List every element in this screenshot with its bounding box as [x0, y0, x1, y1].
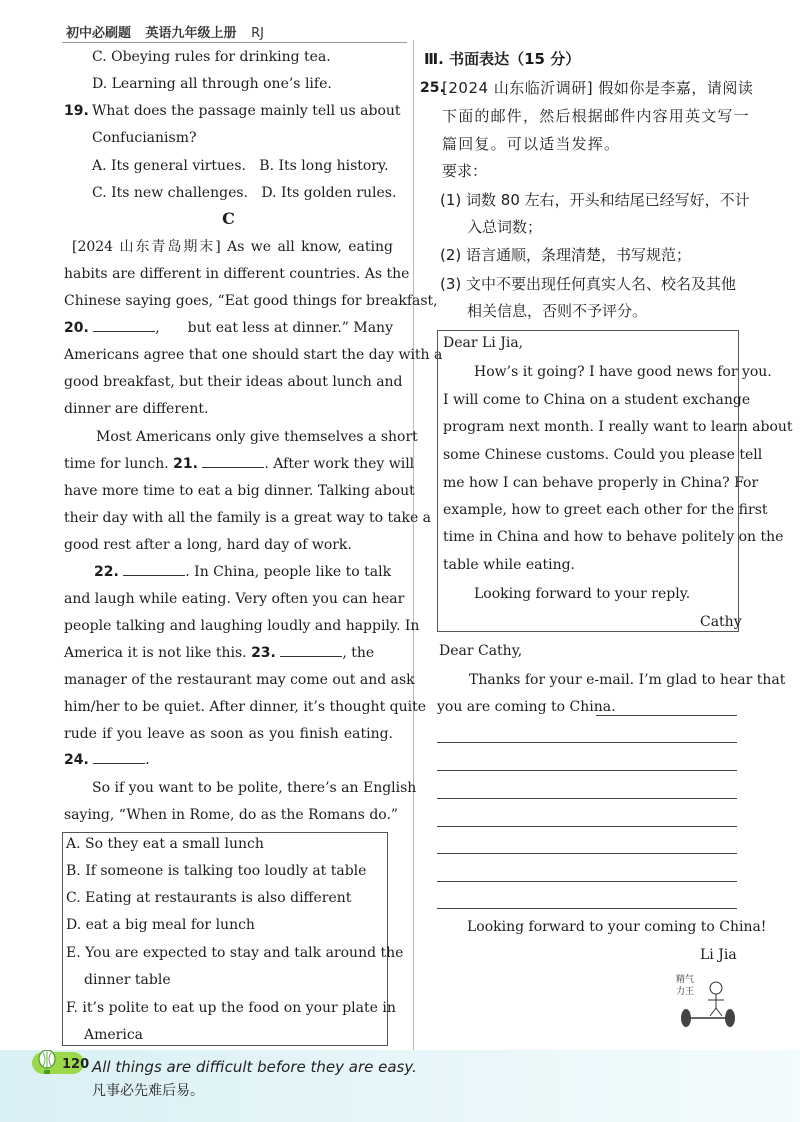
requirement-3-line1: (3) 文中不要出现任何真实人名、校名及其他: [440, 275, 737, 293]
option-b: B. If someone is talking too loudly at table: [66, 863, 367, 879]
subject-title: 英语九年级上册: [145, 26, 237, 41]
q19-number: 19.: [64, 103, 89, 119]
q19-options-cd: C. Its new challenges. D. Its golden rules.: [92, 185, 397, 201]
blank-20-number: 20.: [64, 320, 89, 336]
blank-23-number: 23.: [251, 645, 276, 661]
c-para2-line4: their day with all the family is a great way to take a: [64, 510, 432, 526]
blank-23[interactable]: [280, 644, 342, 657]
option-f-line1: F. it’s polite to eat up the food on your plate in: [66, 1000, 396, 1016]
header-rule: [62, 42, 407, 43]
writing-section-title: Ⅲ. 书面表达（15 分）: [424, 50, 581, 68]
c-para1-line6: good breakfast, but their ideas about lunch and: [64, 374, 403, 390]
q19-options-ab: A. Its general virtues. B. Its long history.: [92, 158, 389, 174]
book-title: 初中必刷题: [66, 26, 132, 41]
q18-option-d: D. Learning all through one’s life.: [92, 76, 332, 92]
email-line6: example, how to greet each other for the first: [443, 502, 768, 518]
c-para3-line4: America it is not like this. 23. , the: [64, 645, 375, 661]
c-para1-line4: 20. , but eat less at dinner.” Many: [64, 320, 393, 336]
blank-24[interactable]: [93, 751, 145, 764]
email-line8: table while eating.: [443, 557, 576, 573]
requirement-1-line1: (1) 词数 80 左右，开头和结尾已经写好，不计: [440, 191, 750, 209]
reply-line2: you are coming to China.: [437, 699, 616, 715]
reply-line1: Thanks for your e-mail. I’m glad to hear that: [469, 672, 786, 688]
footer-motto: All things are difficult before they are easy.: [92, 1058, 417, 1076]
requirement-1-line2: 入总词数；: [467, 218, 543, 236]
q18-option-c: C. Obeying rules for drinking tea.: [92, 49, 331, 65]
writing-line-2[interactable]: [437, 742, 737, 743]
c-para3-line5: manager of the restaurant may come out and ask: [64, 672, 415, 688]
q25-prompt-line1: [2024 山东临沂调研] 假如你是李嘉，请阅读: [442, 79, 754, 97]
option-c: C. Eating at restaurants is also different: [66, 890, 352, 906]
c-para1-line2: habits are different in different countries. As the: [64, 266, 410, 282]
c-para4-line1: So if you want to be polite, there’s an English: [92, 780, 417, 796]
blank-24-number: 24.: [64, 752, 89, 768]
c-para2-line3: have more time to eat a big dinner. Talking about: [64, 483, 415, 499]
email-line4: some Chinese customs. Could you please tell: [443, 447, 763, 463]
edition-tag: RJ: [251, 26, 264, 41]
writing-line-7[interactable]: [437, 881, 737, 882]
q25-prompt-line3: 篇回复。可以适当发挥。: [442, 135, 621, 153]
email-line5: me how I can behave properly in China? For: [443, 475, 759, 491]
reply-signature: Li Jia: [700, 947, 737, 963]
c-para1-line3: Chinese saying goes, “Eat good things for breakfast,: [64, 293, 438, 309]
requirement-3-line2: 相关信息，否则不予评分。: [467, 302, 648, 320]
blank-20[interactable]: [93, 319, 155, 332]
c-para4-line2: saying, “When in Rome, do as the Romans do.”: [64, 807, 399, 823]
c-para1-line1: [2024 山东青岛期末] As we all know, eating: [72, 239, 393, 255]
column-divider: [413, 40, 414, 1050]
blank-22[interactable]: [123, 563, 185, 576]
writing-line-5[interactable]: [437, 826, 737, 827]
email-signature: Cathy: [700, 614, 742, 630]
requirements-title: 要求：: [442, 162, 488, 180]
email-line2: I will come to China on a student exchange: [443, 392, 751, 408]
writing-line-3[interactable]: [437, 770, 737, 771]
blank-22-number: 22.: [94, 564, 119, 580]
c-para2-line1: Most Americans only give themselves a short: [96, 429, 418, 445]
writing-line-1[interactable]: [596, 715, 737, 716]
svg-text:力王: 力王: [676, 987, 695, 997]
requirement-2: (2) 语言通顺，条理清楚，书写规范；: [440, 246, 692, 264]
q25-prompt-line2: 下面的邮件，然后根据邮件内容用英文写一: [442, 107, 750, 125]
page-number: 120: [62, 1057, 90, 1072]
email-line1: How’s it going? I have good news for you.: [474, 364, 772, 380]
option-e-line1: E. You are expected to stay and talk around the: [66, 945, 404, 961]
email-line3: program next month. I really want to learn about: [443, 419, 793, 435]
c-para3-line7: rude if you leave as soon as you finish eating.: [64, 726, 393, 742]
c-para3-line1: 22. . In China, people like to talk: [94, 564, 392, 580]
c-para3-line8: 24. .: [64, 752, 150, 768]
writing-line-8[interactable]: [437, 908, 737, 909]
q25-number: 25.: [420, 80, 445, 96]
blank-21-number: 21.: [173, 456, 198, 472]
c-para2-line2: time for lunch. 21. . After work they will: [64, 456, 415, 472]
cartoon-caption: 精气: [676, 975, 695, 985]
option-f-line2: America: [84, 1027, 144, 1043]
balloon-icon: [36, 1050, 58, 1076]
reply-greeting: Dear Cathy,: [439, 643, 523, 659]
writing-line-4[interactable]: [437, 798, 737, 799]
c-para2-line5: good rest after a long, hard day of work.: [64, 537, 352, 553]
weightlifter-cartoon-icon: [672, 970, 742, 1030]
section-c-heading: C: [222, 209, 235, 228]
writing-line-6[interactable]: [437, 853, 737, 854]
option-e-line2: dinner table: [84, 972, 171, 988]
c-para3-line6: him/her to be quiet. After dinner, it’s thought quite: [64, 699, 427, 715]
option-d: D. eat a big meal for lunch: [66, 917, 255, 933]
footer-motto-chinese: 凡事必先难后易。: [92, 1083, 204, 1099]
email-line7: time in China and how to behave politely on the: [443, 529, 784, 545]
page-header: [66, 22, 274, 41]
c-para1-line7: dinner are different.: [64, 401, 209, 417]
reply-closing: Looking forward to your coming to China!: [467, 919, 767, 935]
c-para1-line5: Americans agree that one should start the day with a: [64, 347, 443, 363]
c-para3-line2: and laugh while eating. Very often you can hear: [64, 591, 405, 607]
option-a: A. So they eat a small lunch: [66, 836, 264, 852]
q19-stem-line1: What does the passage mainly tell us about: [92, 103, 401, 119]
email-closing: Looking forward to your reply.: [474, 586, 691, 602]
email-greeting: Dear Li Jia,: [443, 335, 524, 351]
c-para3-line3: people talking and laughing loudly and happily. In: [64, 618, 420, 634]
blank-21[interactable]: [202, 455, 264, 468]
q19-stem-line2: Confucianism?: [92, 130, 197, 146]
